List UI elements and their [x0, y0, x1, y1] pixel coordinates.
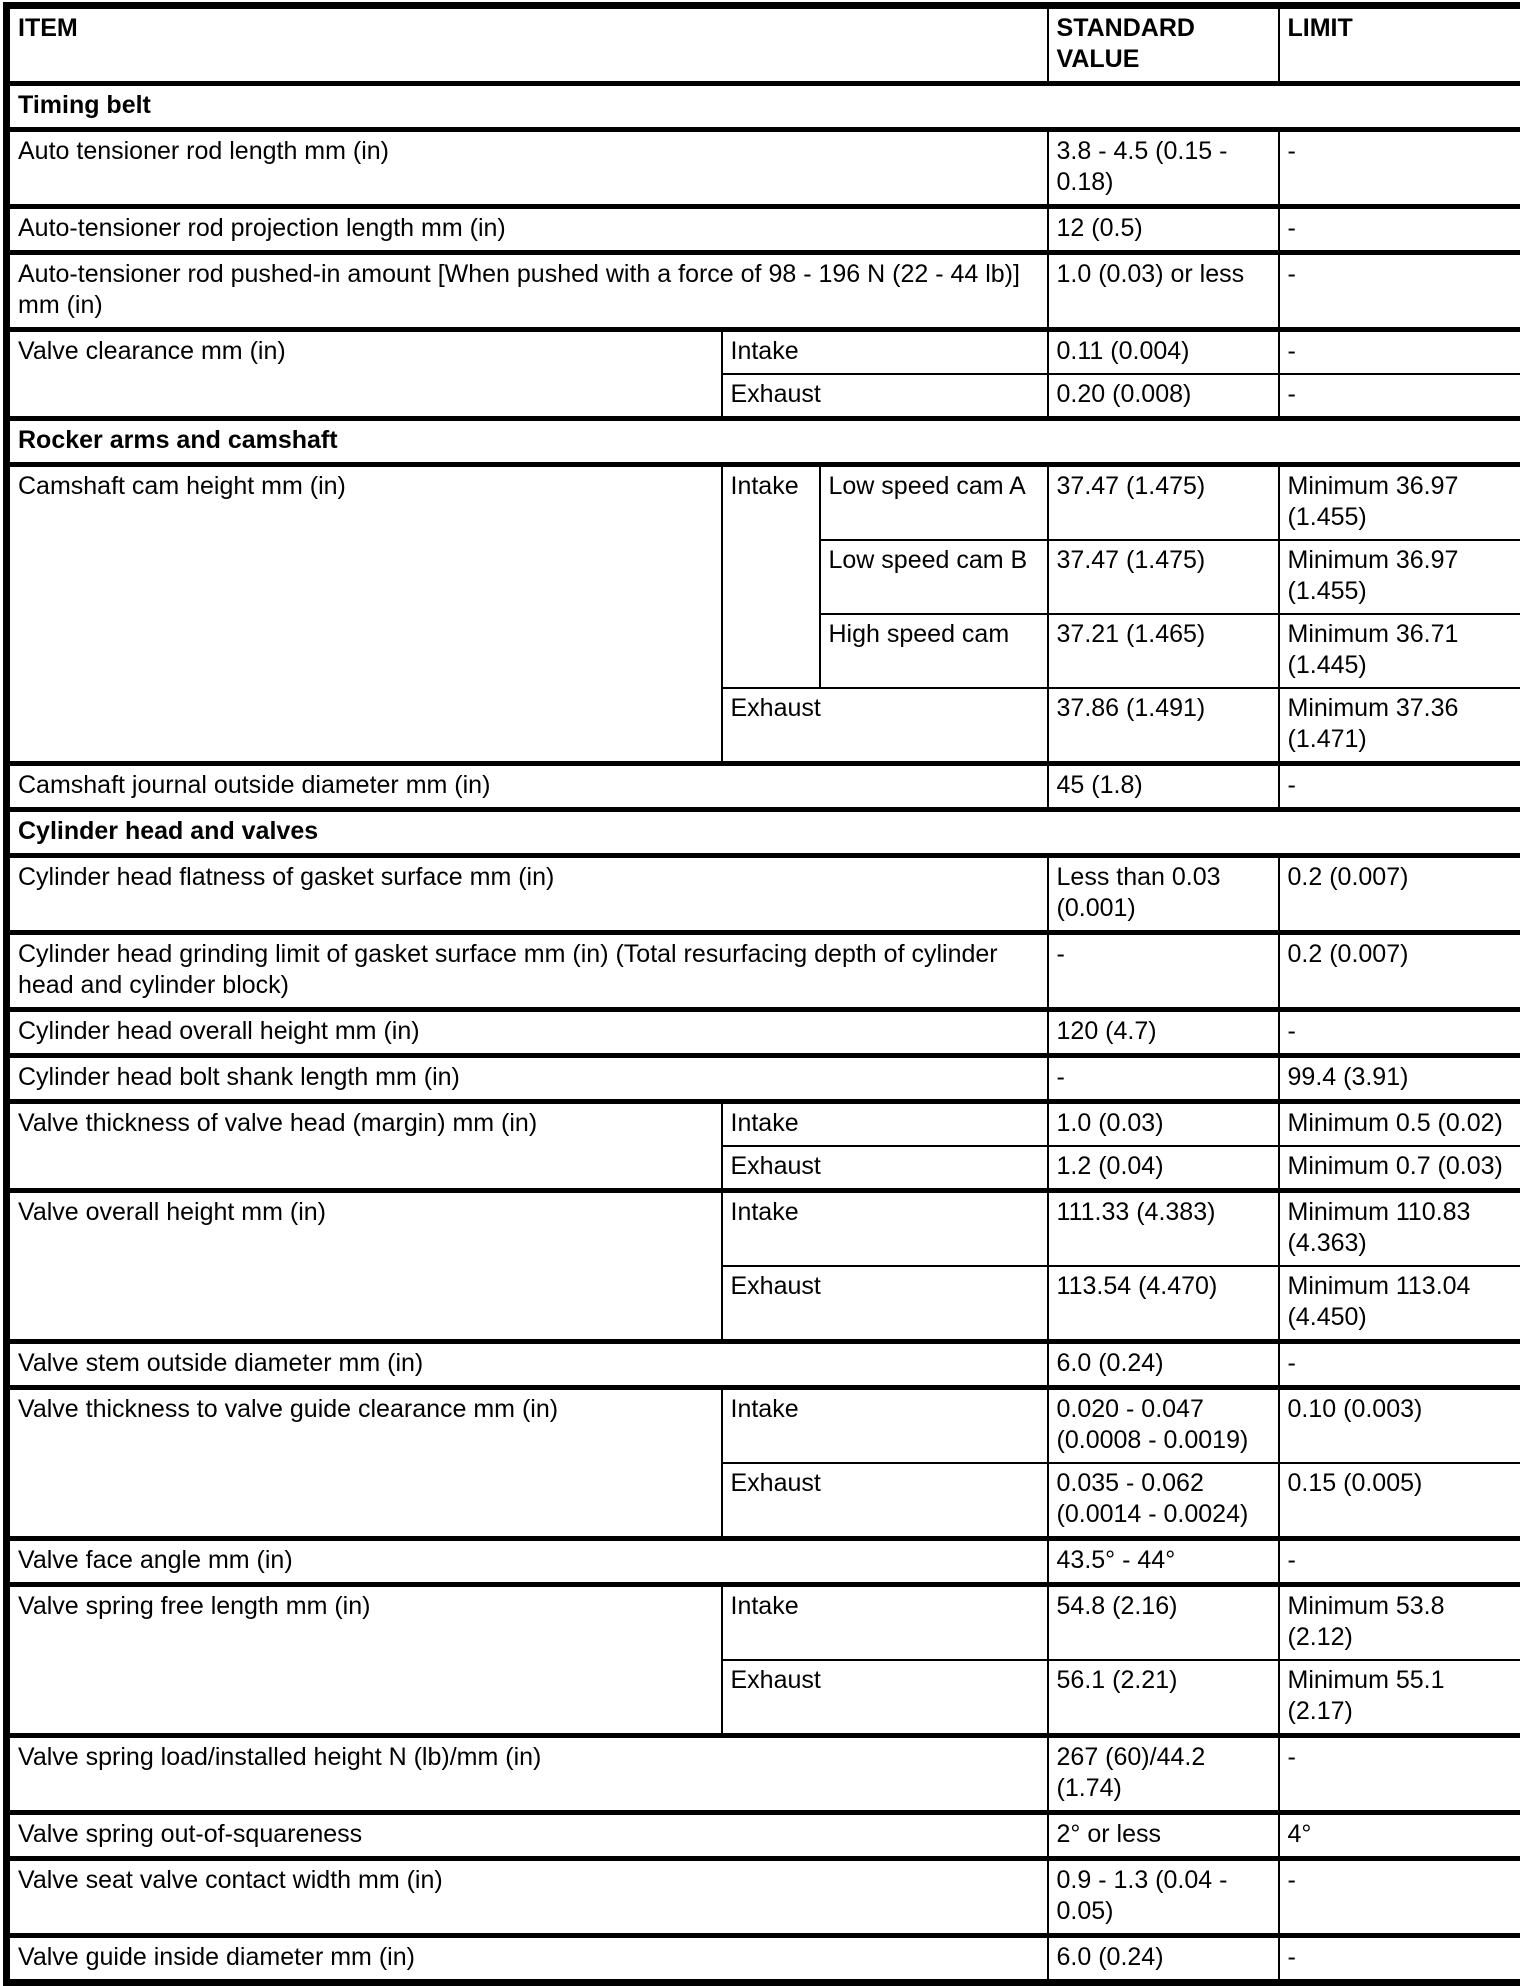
- item-cell: Auto-tensioner rod pushed-in amount [When pushed with a force of 98 - 196 N (22 - 44 lb)] mm (in): [7, 253, 1048, 330]
- standard-value-cell: 1.2 (0.04): [1048, 1146, 1279, 1191]
- limit-cell: Minimum 0.5 (0.02): [1279, 1102, 1520, 1147]
- standard-value-cell: 120 (4.7): [1048, 1010, 1279, 1056]
- column-header-cell: LIMIT: [1279, 6, 1520, 84]
- sub-item-cell: Exhaust: [722, 1660, 1048, 1736]
- item-cell: Valve seat valve contact width mm (in): [7, 1859, 1048, 1936]
- standard-value-cell: 2° or less: [1048, 1813, 1279, 1859]
- limit-cell: Minimum 113.04 (4.450): [1279, 1266, 1520, 1342]
- standard-value-cell: 37.86 (1.491): [1048, 688, 1279, 764]
- sub-item-cell: High speed cam: [820, 614, 1048, 688]
- item-cell: Auto-tensioner rod projection length mm (in): [7, 207, 1048, 253]
- standard-value-cell: Less than 0.03 (0.001): [1048, 856, 1279, 933]
- sub-item-cell: Exhaust: [722, 688, 1048, 764]
- item-cell: Valve clearance mm (in): [7, 330, 722, 419]
- limit-cell: -: [1279, 1010, 1520, 1056]
- table-row: [7, 1736, 1520, 1813]
- item-cell: Auto tensioner rod length mm (in): [7, 130, 1048, 207]
- limit-cell: Minimum 110.83 (4.363): [1279, 1191, 1520, 1267]
- limit-cell: Minimum 36.97 (1.455): [1279, 540, 1520, 614]
- table-row: [7, 1342, 1520, 1388]
- standard-value-cell: 0.20 (0.008): [1048, 374, 1279, 419]
- standard-value-cell: 0.11 (0.004): [1048, 330, 1279, 375]
- limit-cell: Minimum 0.7 (0.03): [1279, 1146, 1520, 1191]
- sub-item-cell: Exhaust: [722, 374, 1048, 419]
- section-header-cell: Rocker arms and camshaft: [7, 419, 1520, 465]
- limit-cell: Minimum 37.36 (1.471): [1279, 688, 1520, 764]
- limit-cell: -: [1279, 207, 1520, 253]
- standard-value-cell: 37.47 (1.475): [1048, 465, 1279, 541]
- item-cell: Valve thickness of valve head (margin) mm (in): [7, 1102, 722, 1191]
- standard-value-cell: 111.33 (4.383): [1048, 1191, 1279, 1267]
- limit-cell: 0.2 (0.007): [1279, 856, 1520, 933]
- item-cell: Cylinder head flatness of gasket surface mm (in): [7, 856, 1048, 933]
- table-row: [7, 856, 1520, 933]
- spec-table-body: [7, 6, 1520, 1983]
- standard-value-cell: -: [1048, 933, 1279, 1010]
- limit-cell: Minimum 36.71 (1.445): [1279, 614, 1520, 688]
- standard-value-cell: 6.0 (0.24): [1048, 1342, 1279, 1388]
- item-cell: Valve spring load/installed height N (lb)/mm (in): [7, 1736, 1048, 1813]
- column-header-cell: ITEM: [7, 6, 1048, 84]
- limit-cell: -: [1279, 1342, 1520, 1388]
- standard-value-cell: 37.47 (1.475): [1048, 540, 1279, 614]
- sub-item-cell: Exhaust: [722, 1463, 1048, 1539]
- standard-value-cell: 1.0 (0.03) or less: [1048, 253, 1279, 330]
- standard-value-cell: 37.21 (1.465): [1048, 614, 1279, 688]
- item-cell: Cylinder head overall height mm (in): [7, 1010, 1048, 1056]
- standard-value-cell: 56.1 (2.21): [1048, 1660, 1279, 1736]
- sub-item-cell: Intake: [722, 465, 820, 689]
- standard-value-cell: 12 (0.5): [1048, 207, 1279, 253]
- limit-cell: 0.15 (0.005): [1279, 1463, 1520, 1539]
- standard-value-cell: 0.020 - 0.047 (0.0008 - 0.0019): [1048, 1388, 1279, 1464]
- table-row: [7, 1102, 1520, 1147]
- limit-cell: -: [1279, 1859, 1520, 1936]
- section-row: [7, 84, 1520, 130]
- sub-item-cell: Intake: [722, 1585, 1048, 1661]
- limit-cell: -: [1279, 374, 1520, 419]
- table-row: [7, 1936, 1520, 1983]
- table-row: [7, 207, 1520, 253]
- item-cell: Valve stem outside diameter mm (in): [7, 1342, 1048, 1388]
- limit-cell: 0.10 (0.003): [1279, 1388, 1520, 1464]
- limit-cell: -: [1279, 130, 1520, 207]
- sub-item-cell: Low speed cam A: [820, 465, 1048, 541]
- limit-cell: Minimum 55.1 (2.17): [1279, 1660, 1520, 1736]
- item-cell: Valve face angle mm (in): [7, 1539, 1048, 1585]
- limit-cell: -: [1279, 1936, 1520, 1983]
- item-cell: Valve spring free length mm (in): [7, 1585, 722, 1736]
- engine-spec-table: [3, 2, 1520, 1986]
- table-row: [7, 1813, 1520, 1859]
- standard-value-cell: 267 (60)/44.2 (1.74): [1048, 1736, 1279, 1813]
- item-cell: Valve thickness to valve guide clearance mm (in): [7, 1388, 722, 1539]
- limit-cell: 99.4 (3.91): [1279, 1056, 1520, 1102]
- standard-value-cell: 0.9 - 1.3 (0.04 - 0.05): [1048, 1859, 1279, 1936]
- standard-value-cell: 3.8 - 4.5 (0.15 - 0.18): [1048, 130, 1279, 207]
- item-cell: Valve overall height mm (in): [7, 1191, 722, 1342]
- header-row: [7, 6, 1520, 84]
- column-header-cell: STANDARD VALUE: [1048, 6, 1279, 84]
- sub-item-cell: Intake: [722, 1388, 1048, 1464]
- standard-value-cell: 45 (1.8): [1048, 764, 1279, 810]
- limit-cell: -: [1279, 764, 1520, 810]
- section-header-cell: Cylinder head and valves: [7, 810, 1520, 856]
- table-row: [7, 1010, 1520, 1056]
- limit-cell: Minimum 53.8 (2.12): [1279, 1585, 1520, 1661]
- table-row: [7, 1388, 1520, 1464]
- standard-value-cell: 54.8 (2.16): [1048, 1585, 1279, 1661]
- table-row: [7, 933, 1520, 1010]
- section-row: [7, 419, 1520, 465]
- section-header-cell: Timing belt: [7, 84, 1520, 130]
- table-row: [7, 330, 1520, 375]
- table-row: [7, 253, 1520, 330]
- standard-value-cell: 6.0 (0.24): [1048, 1936, 1279, 1983]
- standard-value-cell: 1.0 (0.03): [1048, 1102, 1279, 1147]
- limit-cell: Minimum 36.97 (1.455): [1279, 465, 1520, 541]
- limit-cell: 4°: [1279, 1813, 1520, 1859]
- sub-item-cell: Low speed cam B: [820, 540, 1048, 614]
- item-cell: Cylinder head grinding limit of gasket surface mm (in) (Total resurfacing depth of cylinder head and cylinder block): [7, 933, 1048, 1010]
- standard-value-cell: 43.5° - 44°: [1048, 1539, 1279, 1585]
- item-cell: Cylinder head bolt shank length mm (in): [7, 1056, 1048, 1102]
- table-row: [7, 1056, 1520, 1102]
- limit-cell: -: [1279, 253, 1520, 330]
- standard-value-cell: 113.54 (4.470): [1048, 1266, 1279, 1342]
- limit-cell: -: [1279, 1539, 1520, 1585]
- limit-cell: -: [1279, 1736, 1520, 1813]
- sub-item-cell: Intake: [722, 1102, 1048, 1147]
- standard-value-cell: 0.035 - 0.062 (0.0014 - 0.0024): [1048, 1463, 1279, 1539]
- limit-cell: -: [1279, 330, 1520, 375]
- sub-item-cell: Intake: [722, 1191, 1048, 1267]
- sub-item-cell: Exhaust: [722, 1146, 1048, 1191]
- table-row: [7, 465, 1520, 541]
- table-row: [7, 1859, 1520, 1936]
- section-row: [7, 810, 1520, 856]
- table-row: [7, 1539, 1520, 1585]
- item-cell: Valve guide inside diameter mm (in): [7, 1936, 1048, 1983]
- standard-value-cell: -: [1048, 1056, 1279, 1102]
- sub-item-cell: Exhaust: [722, 1266, 1048, 1342]
- table-row: [7, 130, 1520, 207]
- sub-item-cell: Intake: [722, 330, 1048, 375]
- item-cell: Camshaft cam height mm (in): [7, 465, 722, 764]
- table-row: [7, 1191, 1520, 1267]
- table-row: [7, 1585, 1520, 1661]
- limit-cell: 0.2 (0.007): [1279, 933, 1520, 1010]
- item-cell: Camshaft journal outside diameter mm (in): [7, 764, 1048, 810]
- item-cell: Valve spring out-of-squareness: [7, 1813, 1048, 1859]
- table-row: [7, 764, 1520, 810]
